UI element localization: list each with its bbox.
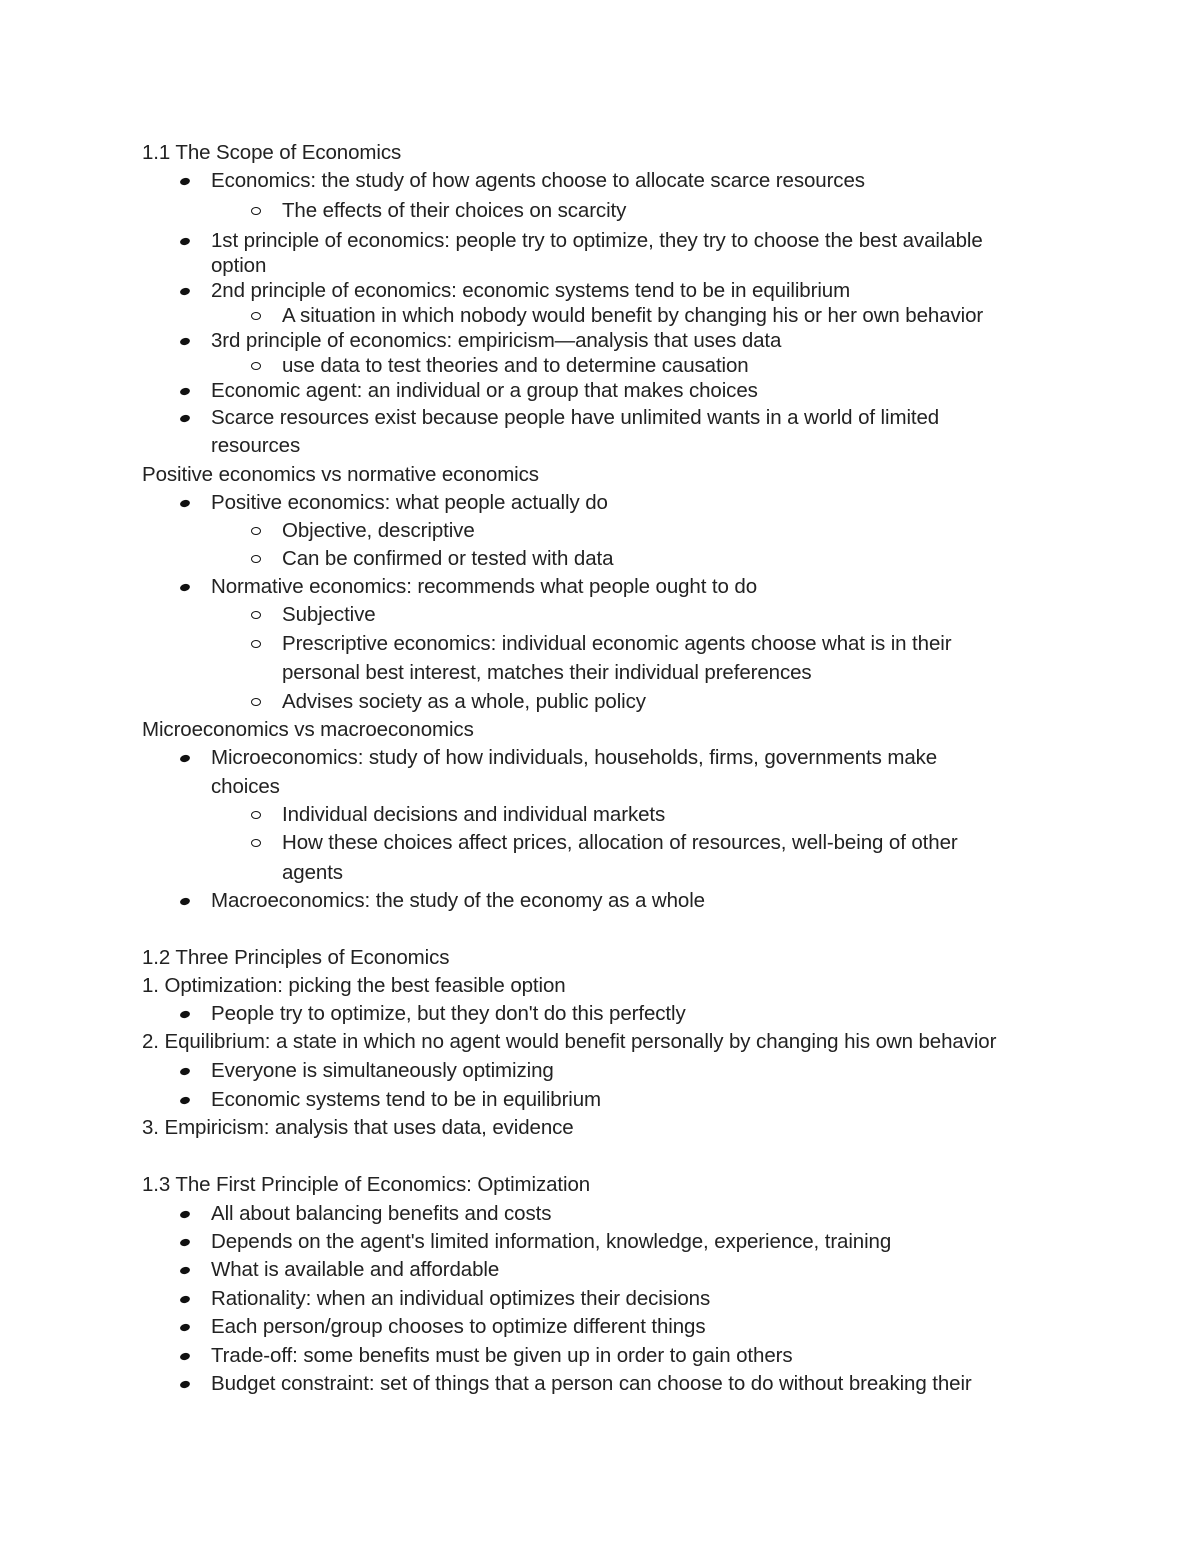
filled-bullet-icon xyxy=(179,1266,190,1275)
line-text: Economic agent: an individual or a group that makes choices xyxy=(211,379,758,402)
filled-bullet-icon xyxy=(179,499,190,508)
line-text: option xyxy=(211,254,267,277)
hollow-bullet-icon xyxy=(251,611,261,619)
line-text: Microeconomics vs macroeconomics xyxy=(142,718,474,741)
line-text: Each person/group chooses to optimize different things xyxy=(211,1315,706,1338)
line-text: The effects of their choices on scarcity xyxy=(282,199,627,222)
line-text: personal best interest, matches their individual preferences xyxy=(282,661,812,684)
line-text: Budget constraint: set of things that a person can choose to do without breaking their xyxy=(211,1372,972,1395)
line-text: Economic systems tend to be in equilibrium xyxy=(211,1088,602,1111)
line-text: Can be confirmed or tested with data xyxy=(282,547,614,570)
filled-bullet-icon xyxy=(179,1067,190,1076)
line-text: choices xyxy=(211,775,280,798)
line-text: resources xyxy=(211,434,301,457)
hollow-bullet-icon xyxy=(251,207,261,215)
line-text: 2. Equilibrium: a state in which no agent would benefit personally by changing his own behavior xyxy=(142,1030,997,1053)
filled-bullet-icon xyxy=(179,387,190,396)
filled-bullet-icon xyxy=(179,287,190,296)
line-text: Scarce resources exist because people have unlimited wants in a world of limited xyxy=(211,406,940,429)
line-text: Microeconomics: study of how individuals, households, firms, governments make xyxy=(211,746,938,769)
line-text: 1.2 Three Principles of Economics xyxy=(142,946,450,969)
filled-bullet-icon xyxy=(179,1010,190,1019)
line-text: use data to test theories and to determine causation xyxy=(282,354,749,377)
line-text: Subjective xyxy=(282,603,376,626)
filled-bullet-icon xyxy=(179,414,190,423)
filled-bullet-icon xyxy=(179,1380,190,1389)
filled-bullet-icon xyxy=(179,1210,190,1219)
line-text: How these choices affect prices, allocation of resources, well-being of other xyxy=(282,831,958,854)
line-text: All about balancing benefits and costs xyxy=(211,1202,552,1225)
line-text: Objective, descriptive xyxy=(282,519,475,542)
line-text: Individual decisions and individual markets xyxy=(282,803,666,826)
line-text: agents xyxy=(282,861,343,884)
line-text: Macroeconomics: the study of the economy as a whole xyxy=(211,889,705,912)
line-text: 1.1 The Scope of Economics xyxy=(142,141,402,164)
line-text: Positive economics: what people actually do xyxy=(211,491,608,514)
filled-bullet-icon xyxy=(179,1352,190,1361)
line-text: Economics: the study of how agents choose to allocate scarce resources xyxy=(211,169,865,192)
line-text: Everyone is simultaneously optimizing xyxy=(211,1059,554,1082)
line-text: Advises society as a whole, public policy xyxy=(282,690,646,713)
hollow-bullet-icon xyxy=(251,362,261,370)
filled-bullet-icon xyxy=(179,583,190,592)
filled-bullet-icon xyxy=(179,237,190,246)
line-text: Rationality: when an individual optimizes their decisions xyxy=(211,1287,711,1310)
filled-bullet-icon xyxy=(179,754,190,763)
line-text: 1. Optimization: picking the best feasible option xyxy=(142,974,566,997)
line-text: 3rd principle of economics: empiricism—analysis that uses data xyxy=(211,329,782,352)
filled-bullet-icon xyxy=(179,1295,190,1304)
hollow-bullet-icon xyxy=(251,839,261,847)
hollow-bullet-icon xyxy=(251,640,261,648)
hollow-bullet-icon xyxy=(251,698,261,706)
line-text: People try to optimize, but they don't do this perfectly xyxy=(211,1002,686,1025)
line-text: Positive economics vs normative economics xyxy=(142,463,539,486)
line-text: 3. Empiricism: analysis that uses data, evidence xyxy=(142,1116,574,1139)
line-text: Normative economics: recommends what people ought to do xyxy=(211,575,758,598)
filled-bullet-icon xyxy=(179,337,190,346)
filled-bullet-icon xyxy=(179,897,190,906)
hollow-bullet-icon xyxy=(251,312,261,320)
line-text: 1st principle of economics: people try to optimize, they try to choose the best available xyxy=(211,229,983,252)
line-text: Depends on the agent's limited information, knowledge, experience, training xyxy=(211,1230,892,1253)
hollow-bullet-icon xyxy=(251,811,261,819)
filled-bullet-icon xyxy=(179,1238,190,1247)
filled-bullet-icon xyxy=(179,1323,190,1332)
line-text: 1.3 The First Principle of Economics: Optimization xyxy=(142,1173,591,1196)
line-text: 2nd principle of economics: economic systems tend to be in equilibrium xyxy=(211,279,851,302)
line-text: Prescriptive economics: individual economic agents choose what is in their xyxy=(282,632,952,655)
hollow-bullet-icon xyxy=(251,555,261,563)
line-text: A situation in which nobody would benefit by changing his or her own behavior xyxy=(282,304,984,327)
filled-bullet-icon xyxy=(179,1096,190,1105)
line-text: Trade-off: some benefits must be given up in order to gain others xyxy=(211,1344,793,1367)
hollow-bullet-icon xyxy=(251,527,261,535)
line-text: What is available and affordable xyxy=(211,1258,500,1281)
filled-bullet-icon xyxy=(179,177,190,186)
